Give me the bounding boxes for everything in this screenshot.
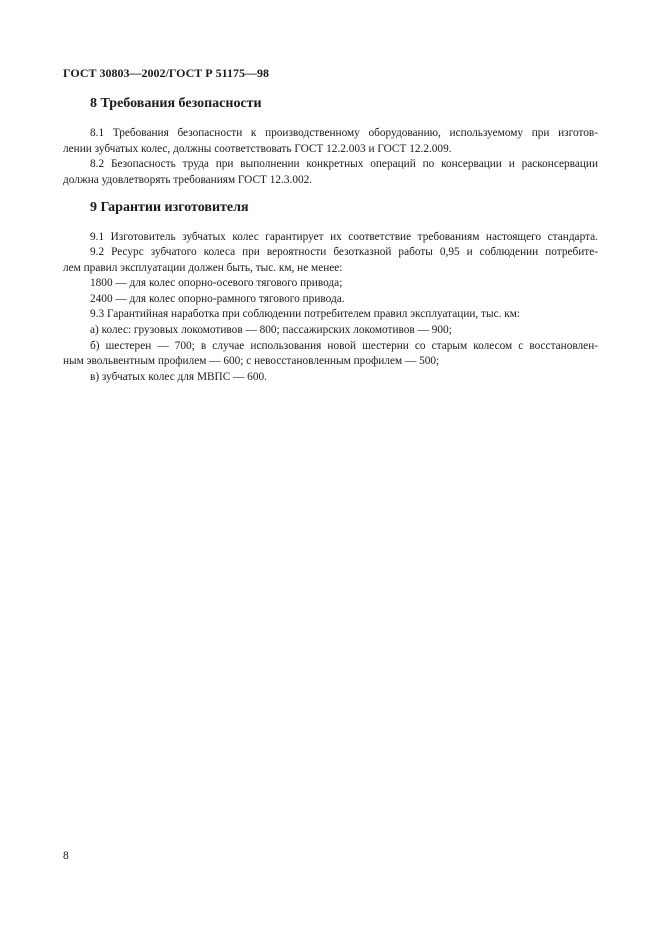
paragraph-line: 1800 — для колес опорно-осевого тягового привода;: [90, 277, 343, 289]
paragraph-line: лем правил эксплуатации должен быть, тыс. км, не менее:: [63, 262, 343, 274]
page-number: 8: [63, 850, 69, 862]
paragraph-line: лении зубчатых колес, должны соответствовать ГОСТ 12.2.003 и ГОСТ 12.2.009.: [63, 143, 452, 155]
paragraph-line: а) колес: грузовых локомотивов — 800; пассажирских локомотивов — 900;: [90, 324, 452, 336]
paragraph-line: 9.3 Гарантийная наработка при соблюдении потребителем правил эксплуатации, тыс. км:: [90, 308, 521, 320]
section-9-heading: 9 Гарантии изготовителя: [90, 200, 249, 215]
paragraph-line: 8.1 Требования безопасности к производственному оборудованию, используемому при изготов-: [90, 127, 598, 139]
document-header: ГОСТ 30803—2002/ГОСТ Р 51175—98: [63, 66, 269, 80]
paragraph-line: должна удовлетворять требованиям ГОСТ 12.3.002.: [63, 174, 313, 186]
paragraph-line: 8.2 Безопасность труда при выполнении конкретных операций по консервации и расконсервации: [90, 158, 598, 170]
paragraph-line: б) шестерен — 700; в случае использования новой шестерни со старым колесом с восстановлен-: [90, 340, 598, 352]
paragraph-line: 2400 — для колес опорно-рамного тягового привода.: [90, 293, 345, 305]
paragraph-line: ным эвольвентным профилем — 600; с невосстановленным профилем — 500;: [63, 355, 440, 367]
paragraph-line: 9.1 Изготовитель зубчатых колес гарантирует их соответствие требованиям настоящего стандарта.: [90, 231, 598, 243]
paragraph-line: в) зубчатых колес для МВПС — 600.: [90, 371, 267, 383]
section-8-heading: 8 Требования безопасности: [90, 96, 262, 111]
paragraph-line: 9.2 Ресурс зубчатого колеса при вероятности безотказной работы 0,95 и соблюдении потребите-: [90, 246, 598, 258]
